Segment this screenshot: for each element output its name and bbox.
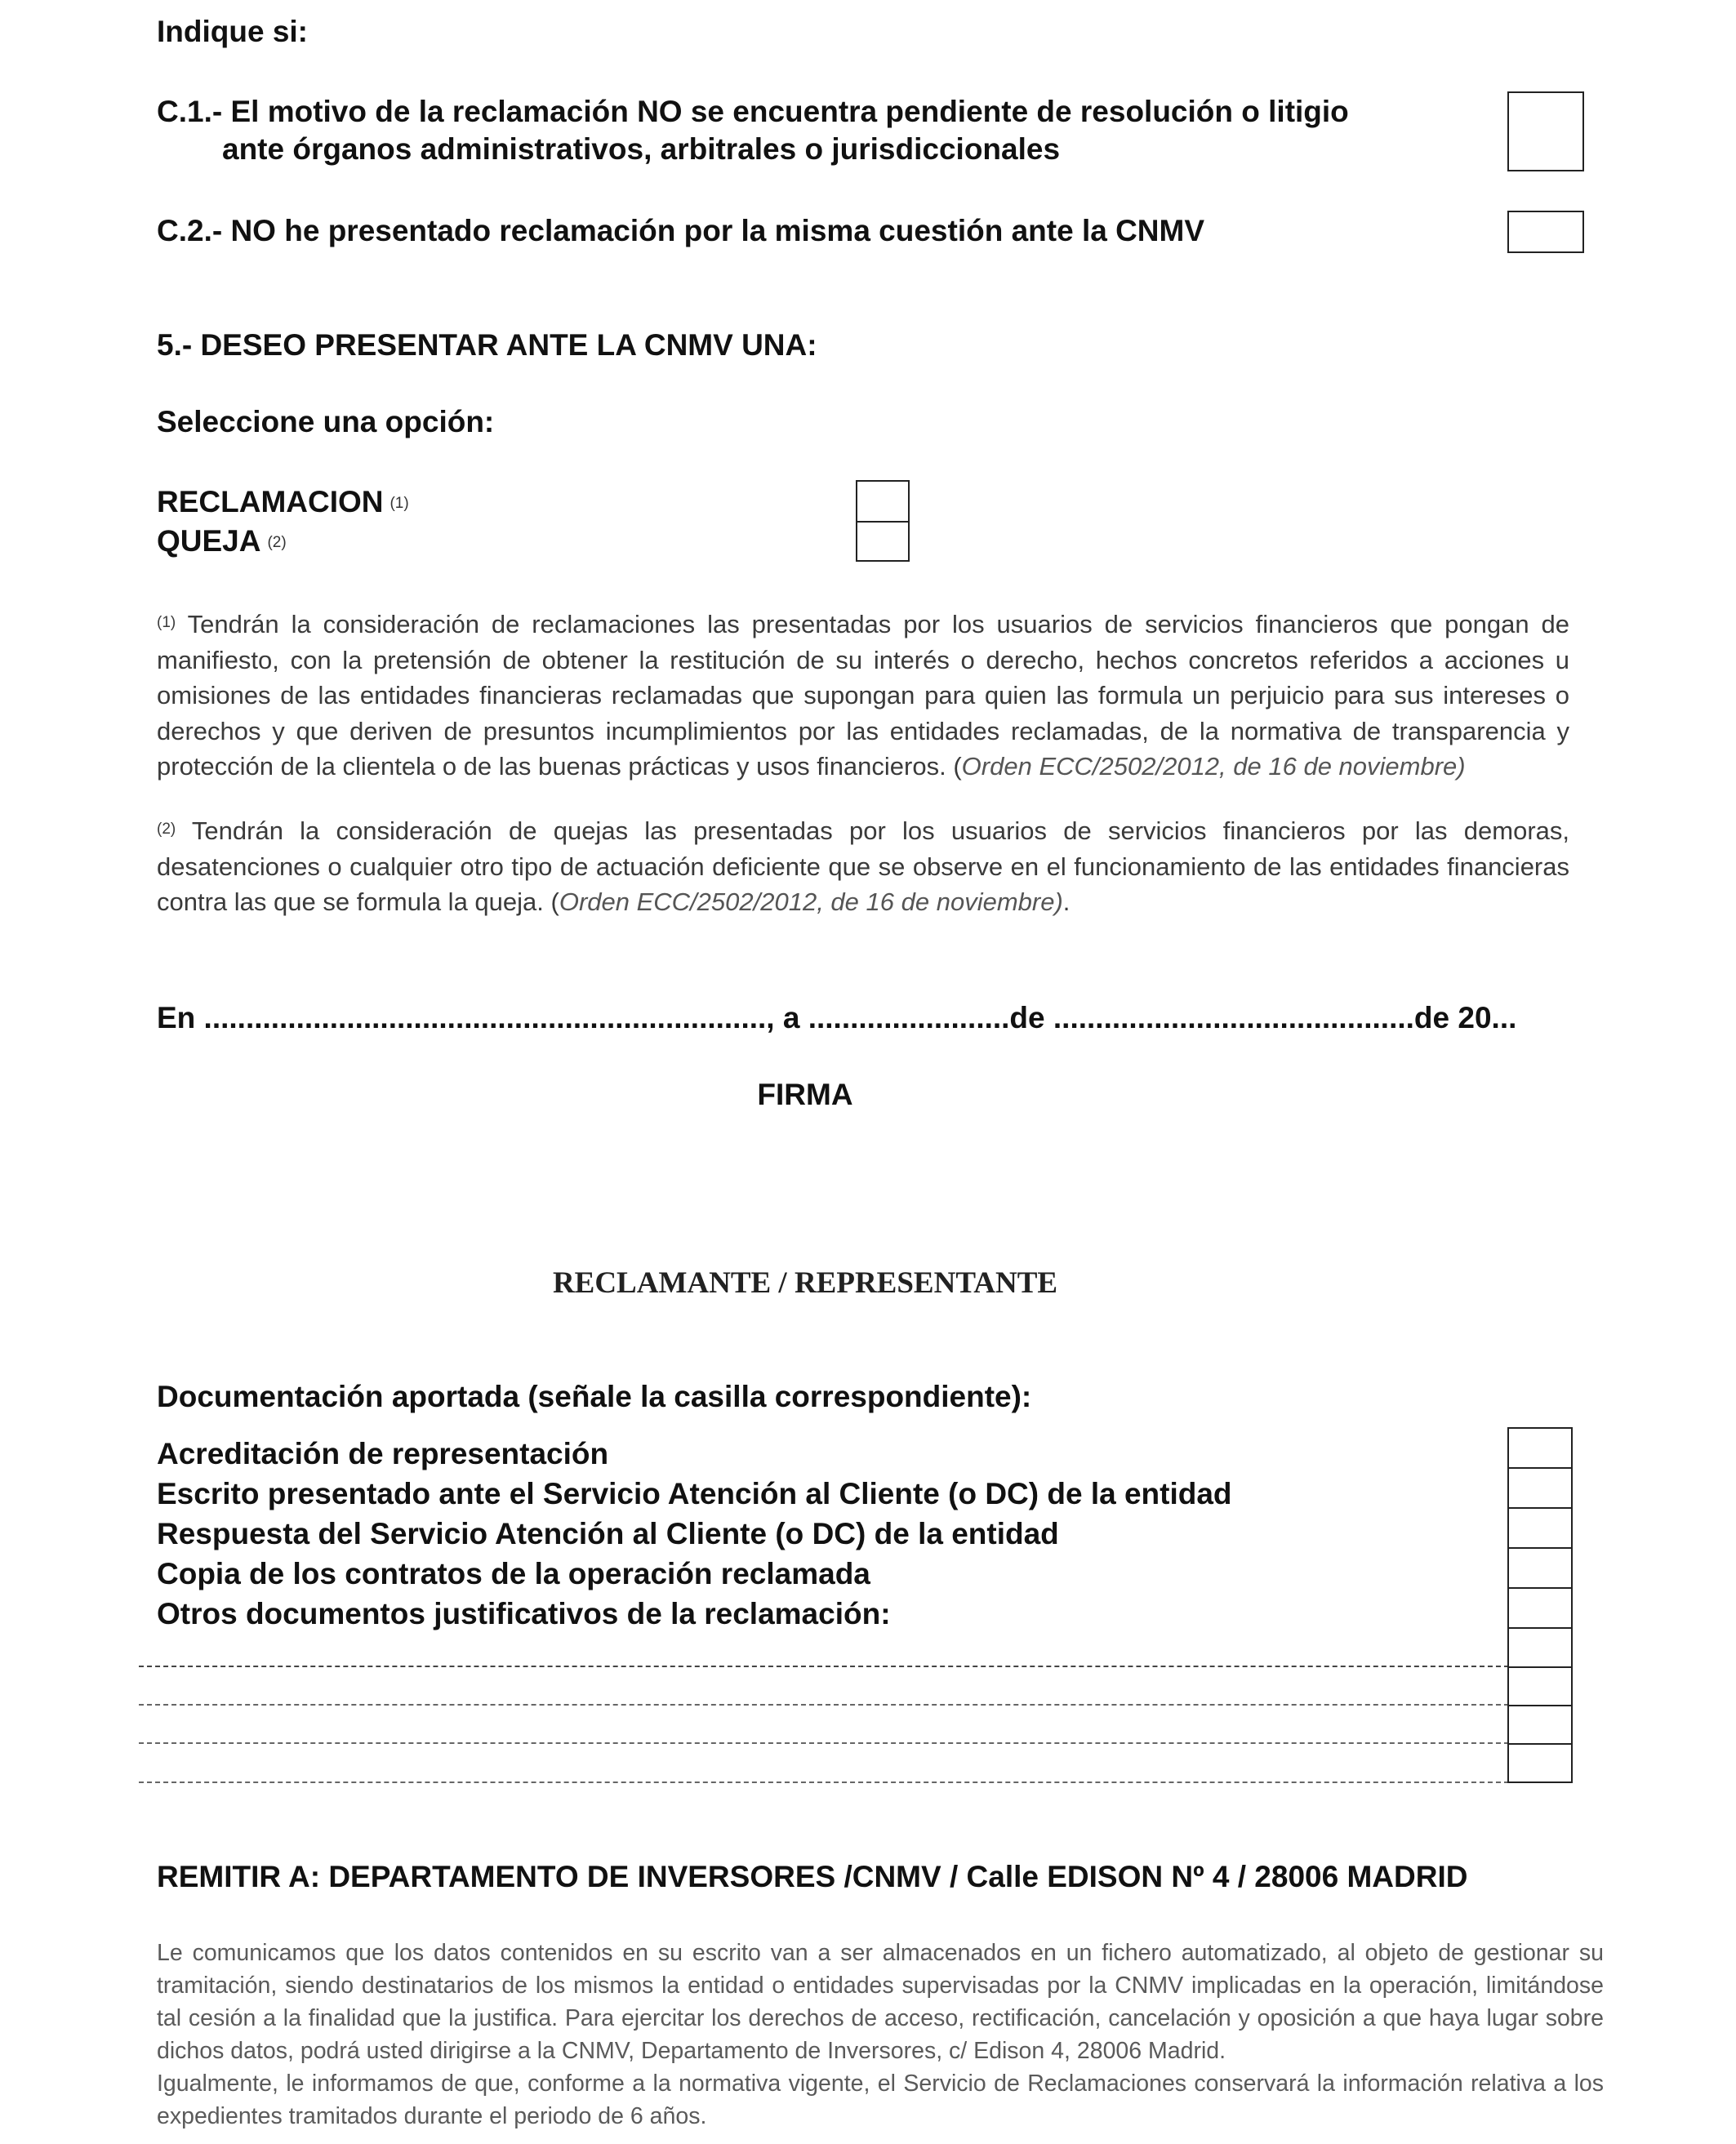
section5-title: 5.- DESEO PRESENTAR ANTE LA CNMV UNA:	[157, 328, 817, 362]
option-queja-label	[157, 523, 287, 560]
footnote-1-mark: (1)	[157, 614, 176, 631]
role-label: RECLAMANTE / REPRESENTANTE	[552, 1266, 1058, 1300]
c1-checkbox[interactable]	[1507, 91, 1584, 171]
indique-prompt: Indique si:	[157, 15, 308, 48]
legal-paragraph-2: Igualmente, le informamos de que, conforme a la normativa vigente, el Servicio de Reclamaciones conservará la información relativa a los expedientes tramitados durante el periodo de 6 años.	[157, 2071, 1604, 2129]
doc-item-4: Copia de los contratos de la operación reclamada	[157, 1557, 870, 1590]
doc-checkbox-6[interactable]	[1507, 1627, 1573, 1668]
doc-checkbox-8[interactable]	[1507, 1705, 1573, 1745]
c1-line1: C.1.- El motivo de la reclamación NO se encuentra pendiente de resolución o litigio	[157, 95, 1349, 128]
doc-item-2: Escrito presentado ante el Servicio Atención al Cliente (o DC) de la entidad	[157, 1477, 1232, 1510]
doc-item-1: Acreditación de representación	[157, 1437, 609, 1470]
doc-item-3: Respuesta del Servicio Atención al Cliente (o DC) de la entidad	[157, 1517, 1059, 1550]
footnote-2-mark: (2)	[157, 821, 176, 838]
doc-checkbox-5[interactable]	[1507, 1587, 1573, 1629]
footnote-1-text: Tendrán la consideración de reclamaciones las presentadas por los usuarios de servicios financieros que pongan de manifiesto, con la pretensión de obtener la restitución de su interés o derecho, hechos concretos referidos a acciones u omisiones de las entidades financieras reclamadas que supongan para quien las formula un perjuicio para sus intereses o derechos y que deriven de presuntos incumplimientos por las entidades reclamadas, de la normativa de transparencia y protección de la clientela o de las buenas prácticas y usos financieros. (	[157, 610, 1569, 781]
option-reclamacion-note: (1)	[389, 495, 409, 512]
other-doc-line-3[interactable]	[139, 1742, 1509, 1744]
option-reclamacion-label	[157, 483, 409, 521]
footnote-2-tail: .	[1062, 887, 1071, 916]
c2-text: C.2.- NO he presentado reclamación por la misma cuestión ante la CNMV	[157, 214, 1205, 247]
place-date-line: En ..................................................................., a ........................de ...........................................de 20...	[157, 1001, 1517, 1034]
c1-line2: ante órganos administrativos, arbitrales o jurisdiccionales	[222, 132, 1061, 166]
doc-checkbox-2[interactable]	[1507, 1467, 1573, 1509]
queja-checkbox[interactable]	[856, 521, 910, 562]
footnote-1	[157, 607, 1569, 785]
other-doc-line-2[interactable]	[139, 1704, 1509, 1706]
legal-paragraph-1: Le comunicamos que los datos contenidos en su escrito van a ser almacenados en un fichero automatizado, al objeto de gestionar su tramitación, siendo destinatarios de los mismos la entidad o entidades supervisadas por la CNMV implicadas en la operación, limitándose tal cesión a la finalidad que la justifica. Para ejercitar los derechos de acceso, rectificación, cancelación y oposición a que haya lugar sobre dichos datos, podrá usted dirigirse a la CNMV, Departamento de Inversores, c/ Edison 4, 28006 Madrid.	[157, 1940, 1604, 2064]
doc-item-5: Otros documentos justificativos de la reclamación:	[157, 1597, 891, 1630]
select-prompt: Seleccione una opción:	[157, 405, 495, 438]
doc-checkbox-3[interactable]	[1507, 1507, 1573, 1549]
doc-checkbox-7[interactable]	[1507, 1666, 1573, 1706]
footnote-2-ref: Orden ECC/2502/2012, de 16 de noviembre)	[559, 887, 1063, 916]
footnote-2	[157, 813, 1569, 920]
doc-checkbox-4[interactable]	[1507, 1547, 1573, 1589]
legal-notice	[157, 1937, 1604, 2133]
doc-checkbox-9[interactable]	[1507, 1743, 1573, 1783]
option-reclamacion-text: RECLAMACION	[157, 485, 384, 518]
option-queja-note: (2)	[267, 534, 287, 551]
footnote-2-text: Tendrán la consideración de quejas las presentadas por los usuarios de servicios financieros por las demoras, desatenciones o cualquier otro tipo de actuación deficiente que se observe en el funcionamiento de las entidades financieras contra las que se formula la queja. (	[157, 816, 1569, 916]
doc-checkbox-1[interactable]	[1507, 1427, 1573, 1469]
other-doc-line-4[interactable]	[139, 1781, 1509, 1783]
reclamacion-checkbox[interactable]	[856, 480, 910, 523]
documentation-title: Documentación aportada (señale la casilla correspondiente):	[157, 1380, 1032, 1413]
remit-address: REMITIR A: DEPARTAMENTO DE INVERSORES /CNMV / Calle EDISON Nº 4 / 28006 MADRID	[157, 1860, 1468, 1893]
footnote-1-ref: Orden ECC/2502/2012, de 16 de noviembre)	[961, 752, 1466, 781]
option-queja-text: QUEJA	[157, 524, 261, 558]
other-doc-line-1[interactable]	[139, 1666, 1509, 1667]
firma-label: FIRMA	[757, 1078, 853, 1111]
c2-checkbox[interactable]	[1507, 211, 1584, 253]
